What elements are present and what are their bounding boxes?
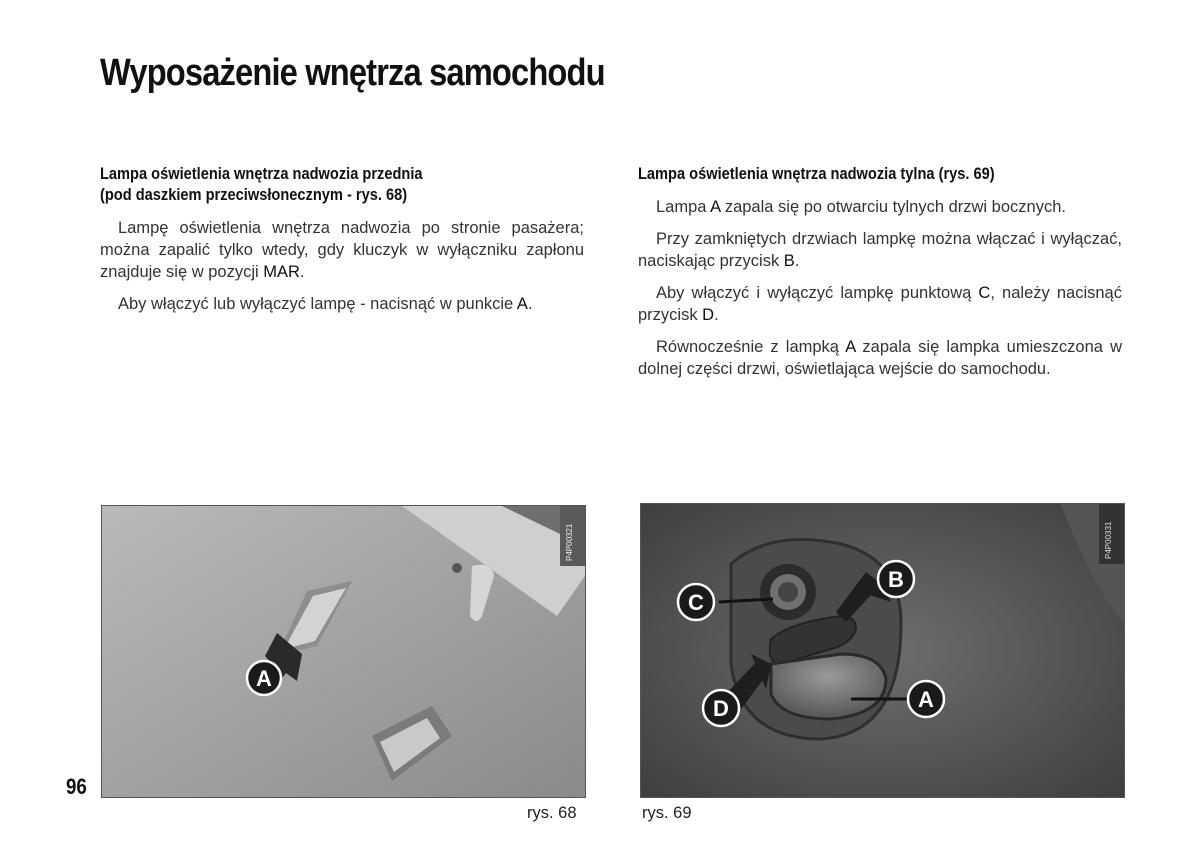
figure-69-code: P4P00331 — [1104, 521, 1113, 559]
front-lamp-p1-end: . — [299, 263, 305, 281]
figure-68-caption: rys. 68 — [527, 804, 577, 822]
front-lamp-paragraph-1 — [100, 217, 584, 283]
rear-p3-c: . — [714, 306, 719, 324]
front-lamp-heading-line1: Lampa oświetlenia wnętrza nadwozia przednia — [100, 164, 423, 183]
rear-lamp-illustration — [641, 504, 1124, 797]
front-lamp-p2-end: . — [527, 295, 533, 313]
front-lamp-heading-line2: (pod daszkiem przeciwsłonecznym - rys. 68) — [100, 185, 408, 204]
key-d: D — [702, 306, 715, 324]
figure-68-code: P4P00321 — [565, 523, 574, 561]
rear-lamp-paragraph-4 — [638, 336, 1122, 380]
page-number: 96 — [66, 774, 87, 799]
rear-p2-b: . — [794, 252, 800, 270]
rear-lamp-paragraph-3 — [638, 282, 1122, 326]
rear-p4-b: zapala się lampka umieszczona w dolnej części drzwi, oświetlająca wejście do samochodu. — [638, 338, 1122, 378]
key-c: C — [978, 284, 991, 302]
front-lamp-paragraph-2 — [100, 293, 584, 315]
rear-p4-a: Równocześnie z lampką — [656, 338, 846, 356]
rear-lamp-paragraph-1 — [638, 196, 1122, 218]
callout-b-label: B — [888, 567, 904, 592]
figure-68-photo — [101, 505, 586, 798]
figure-69-caption: rys. 69 — [642, 804, 692, 822]
rear-p1-a: Lampa — [656, 198, 711, 216]
front-lamp-heading — [100, 163, 582, 205]
rear-lamp-paragraph-2 — [638, 228, 1122, 272]
page-title: Wyposażenie wnętrza samochodu — [100, 52, 605, 94]
key-b: B — [783, 252, 795, 270]
callout-c-label: C — [688, 590, 704, 615]
front-lamp-p1-text: Lampę oświetlenia wnętrza nadwozia po stronie pasażera; można zapalić tylko wtedy, gdy kluczyk w wyłączniku zapłonu znajduje się w pozycji — [100, 219, 584, 281]
callout-d-label: D — [713, 696, 729, 721]
key-a: A — [845, 338, 856, 356]
key-mar: MAR — [263, 263, 300, 281]
front-lamp-p2-text: Aby włączyć lub wyłączyć lampę - nacisnąć w punkcie — [118, 295, 517, 313]
rear-lamp-heading: Lampa oświetlenia wnętrza nadwozia tylna (rys. 69) — [638, 164, 995, 183]
sun-visor-lamp-illustration — [102, 506, 585, 797]
callout-a-label: A — [918, 687, 934, 712]
rear-p3-b: , należy nacisnąć przycisk — [638, 284, 1122, 324]
key-a: A — [516, 295, 528, 313]
key-a: A — [710, 198, 721, 216]
rear-lamp-section — [638, 163, 1122, 390]
front-lamp-section — [100, 163, 584, 325]
rear-p1-b: zapala się po otwarciu tylnych drzwi bocznych. — [720, 198, 1066, 216]
rear-p3-a: Aby włączyć i wyłączyć lampkę punktową — [656, 284, 979, 302]
rear-p2-a: Przy zamkniętych drzwiach lampkę można włączać i wyłączać, naciskając przycisk — [638, 230, 1122, 270]
figure-69-photo — [640, 503, 1125, 798]
callout-a-label: A — [256, 666, 272, 691]
